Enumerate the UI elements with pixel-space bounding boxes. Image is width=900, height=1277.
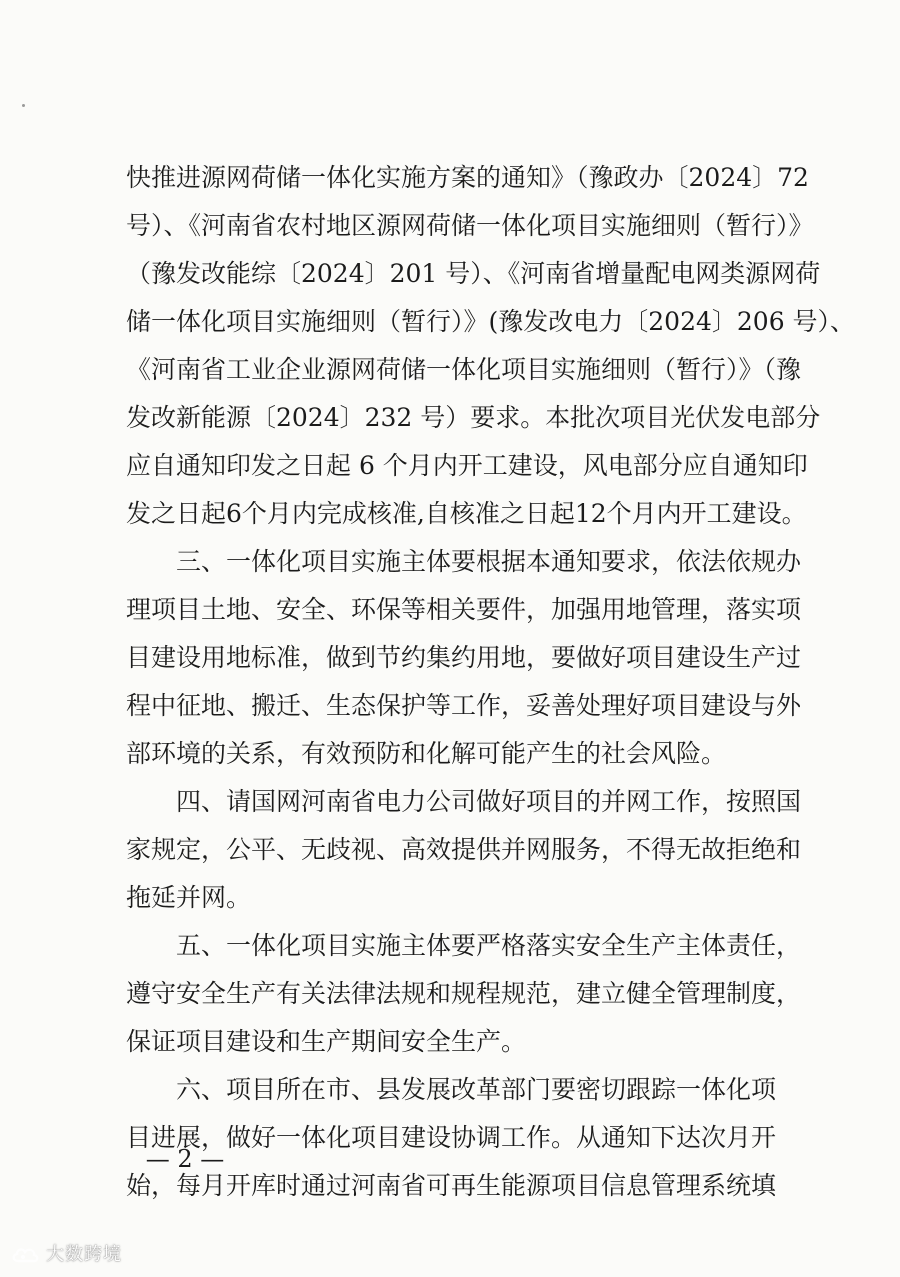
text-line: 目进展，做好一体化项目建设协调工作。从通知下达次月开: [126, 1123, 777, 1152]
paragraph-5-first-line: 五、一体化项目实施主体要严格落实安全生产主体责任，: [176, 931, 802, 960]
text-line: 发改新能源〔2024〕232 号）要求。本批次项目光伏发电部分: [126, 403, 821, 432]
text-line: 拖延并网。: [126, 883, 252, 912]
text-line: 号）、《河南省农村地区源网荷储一体化项目实施细则（暂行）》: [126, 211, 814, 240]
paragraph-4-first-line: 四、请国网河南省电力公司做好项目的并网工作，按照国: [176, 787, 802, 816]
text-line: 理项目土地、安全、环保等相关要件，加强用地管理，落实项: [126, 595, 802, 624]
paragraph-3-first-line: 三、一体化项目实施主体要根据本通知要求，依法依规办: [176, 547, 802, 576]
text-line: 家规定，公平、无歧视、高效提供并网服务，不得无故拒绝和: [126, 835, 802, 864]
text-line: 部环境的关系，有效预防和化解可能产生的社会风险。: [126, 739, 727, 768]
text-line: 储一体化项目实施细则（暂行）》(豫发改电力〔2024〕206 号）、: [126, 307, 856, 336]
text-line: 遵守安全生产有关法律法规和规程规范，建立健全管理制度，: [126, 979, 802, 1008]
watermark: [10, 1241, 122, 1269]
text-line: 目建设用地标准，做到节约集约用地，要做好项目建设生产过: [126, 643, 802, 672]
text-line: 始，每月开库时通过河南省可再生能源项目信息管理系统填: [126, 1171, 777, 1200]
text-line: 程中征地、搬迁、生态保护等工作，妥善处理好项目建设与外: [126, 691, 802, 720]
text-line: 应自通知印发之日起 6 个月内开工建设，风电部分应自通知印: [126, 451, 808, 480]
text-line: （豫发改能综〔2024〕201 号）、《河南省增量配电网类源网荷: [126, 259, 821, 288]
scan-speck: [22, 104, 25, 107]
text-line: 快推进源网荷储一体化实施方案的通知》（豫政办〔2024〕72: [126, 163, 809, 192]
text-line: 《河南省工业企业源网荷储一体化项目实施细则（暂行）》（豫: [126, 355, 802, 384]
cloud-logo-icon: [10, 1244, 40, 1266]
page-number: — 2 —: [145, 1145, 225, 1173]
text-line: 发之日起6个月内完成核准,自核准之日起12个月内开工建设。: [126, 499, 807, 528]
watermark-text: 大数跨境: [46, 1244, 122, 1265]
text-line: 保证项目建设和生产期间安全生产。: [126, 1027, 527, 1056]
paragraph-6-first-line: 六、项目所在市、县发展改革部门要密切跟踪一体化项: [176, 1075, 777, 1104]
